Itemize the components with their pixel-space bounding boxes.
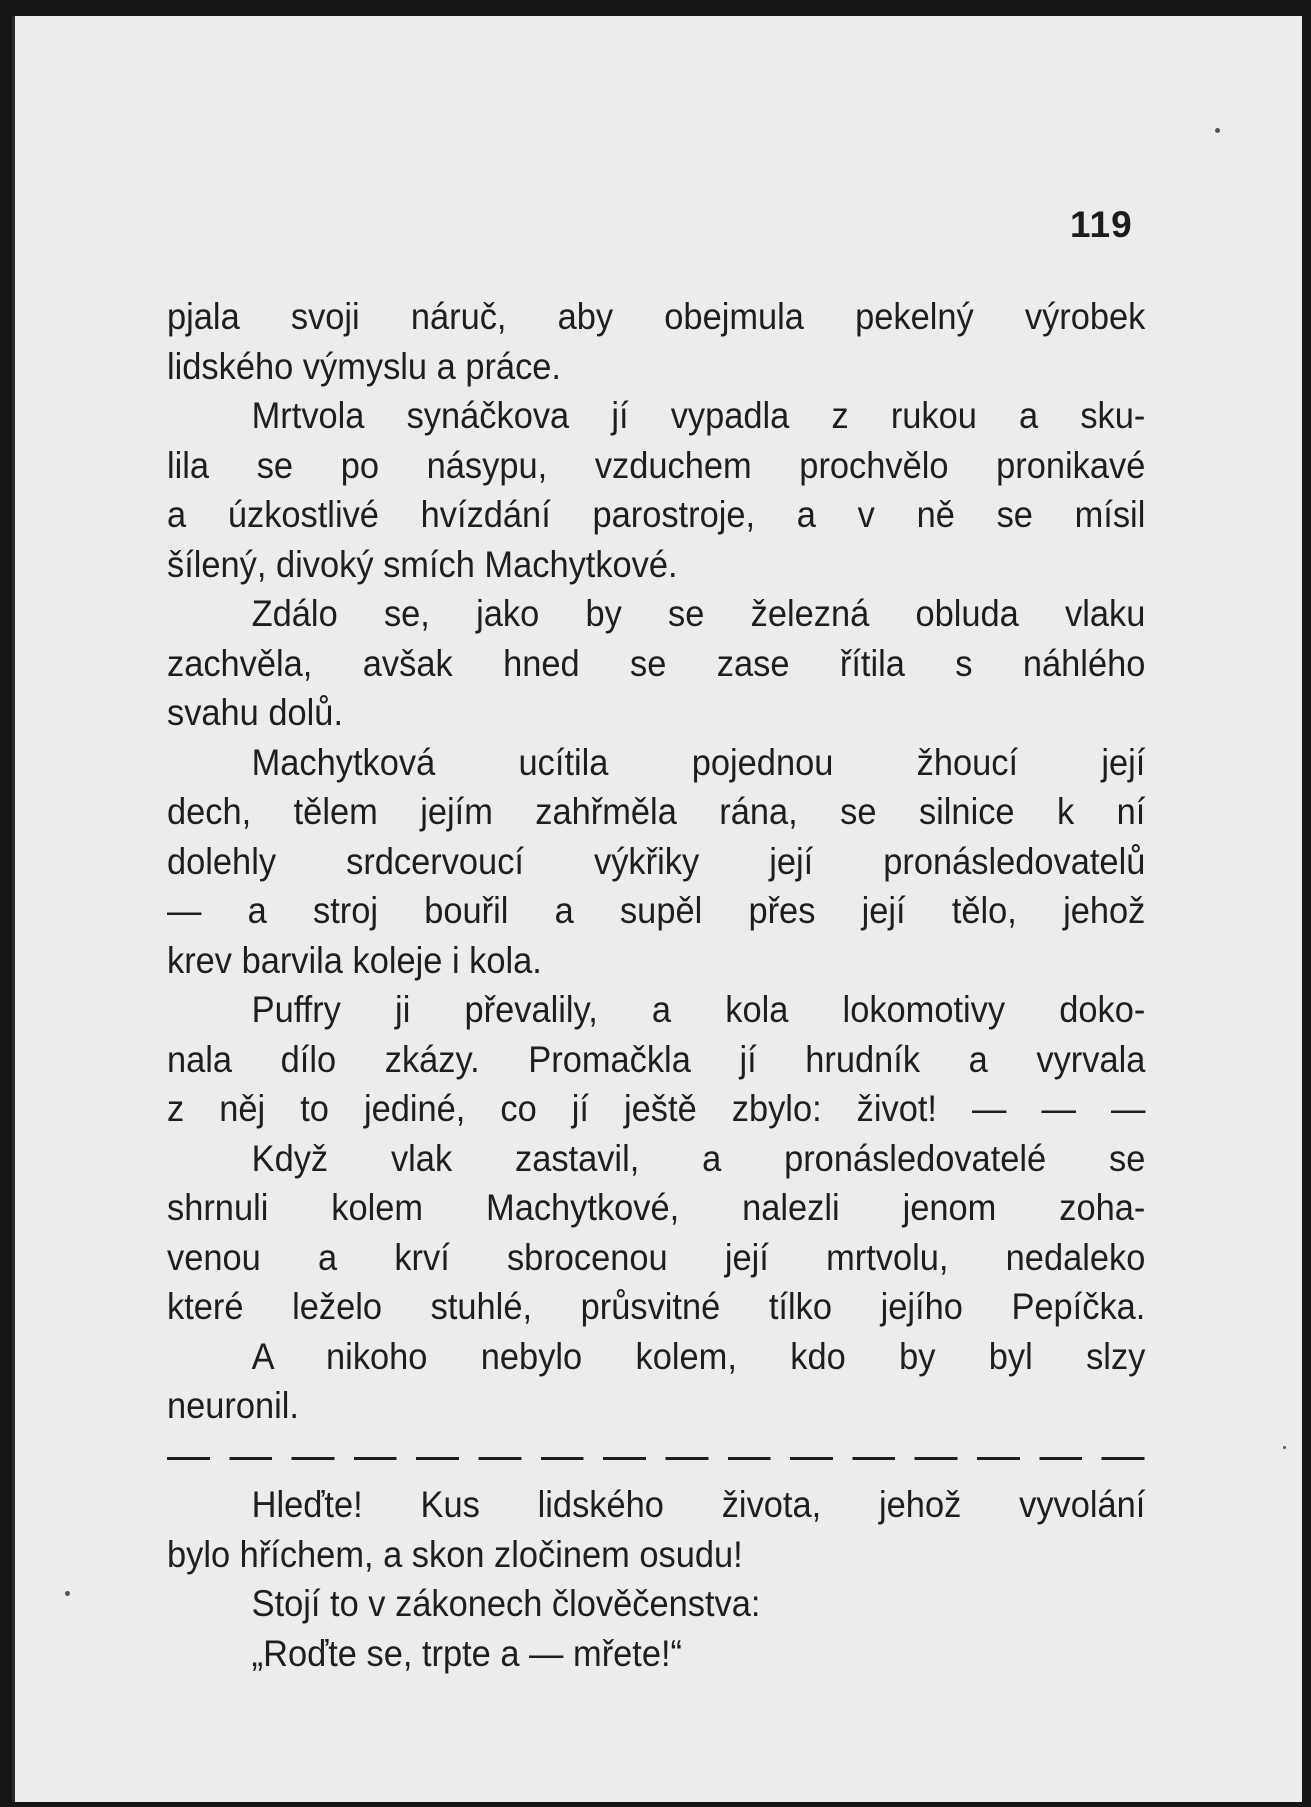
text-line: bylo hříchem, a skon zločinem osudu!	[167, 1533, 743, 1575]
text-line: Stojí to v zákonech člověčenstva:	[251, 1583, 761, 1624]
text-line: nala dílo zkázy. Promačkla jí hrudník a vyrvala	[167, 1038, 1146, 1080]
scan-speck	[1283, 1446, 1286, 1449]
book-page	[12, 16, 1302, 1802]
dashed-separator	[167, 1431, 1145, 1481]
text-line: shrnuli kolem Machytkové, nalezli jenom zoha-	[167, 1187, 1146, 1228]
text-line: které leželo stuhlé, průsvitné tílko jejího Pepíčka.	[167, 1286, 1146, 1327]
text-line: Zdálo se, jako by se železná obluda vlaku	[251, 593, 1146, 634]
text-line: neuronil.	[167, 1385, 300, 1426]
text-line: lila se po násypu, vzduchem prochvělo pronikavé	[167, 444, 1146, 486]
scan-speck	[1215, 128, 1220, 133]
text-line: zachvěla, avšak hned se zase řítila s náhlého	[167, 642, 1146, 684]
text-line: z něj to jediné, co jí ještě zbylo: život! — — —	[167, 1088, 1146, 1129]
main-paragraphs	[167, 292, 1146, 1431]
text-line: A nikoho nebylo kolem, kdo by byl slzy	[251, 1335, 1146, 1377]
text-line: — a stroj bouřil a supěl přes její tělo, jehož	[167, 890, 1146, 931]
text-line: svahu dolů.	[167, 692, 344, 733]
page-number: 119	[1070, 204, 1133, 245]
scan-speck	[65, 1591, 70, 1596]
text-line: dolehly srdcervoucí výkřiky její pronásledovatelů	[167, 840, 1146, 882]
text-line: šílený, divoký smích Machytkové.	[167, 543, 678, 585]
text-line: pjala svoji náruč, aby obejmula pekelný výrobek	[167, 296, 1146, 337]
text-line: Machytková ucítila pojednou žhoucí její	[251, 741, 1146, 783]
body-text	[167, 292, 1146, 1678]
text-line: venou a krví sbrocenou její mrtvolu, nedaleko	[167, 1236, 1146, 1278]
text-line: „Roďte se, trpte a — mřete!“	[251, 1632, 683, 1674]
text-line: Puffry ji převalily, a kola lokomotivy doko-	[251, 989, 1146, 1030]
text-line: krev barvila koleje i kola.	[167, 939, 542, 981]
text-line: Hleďte! Kus lidského života, jehož vyvolání	[251, 1484, 1146, 1525]
closing-paragraphs	[167, 1480, 1146, 1678]
text-line: a úzkostlivé hvízdání parostroje, a v ně se mísil	[167, 494, 1146, 535]
text-line: dech, tělem jejím zahřměla rána, se silnice k ní	[167, 791, 1146, 832]
text-line: Když vlak zastavil, a pronásledovatelé se	[251, 1137, 1146, 1179]
text-line: Mrtvola synáčkova jí vypadla z rukou a sku-	[251, 395, 1146, 436]
text-line: lidského výmyslu a práce.	[167, 345, 561, 387]
